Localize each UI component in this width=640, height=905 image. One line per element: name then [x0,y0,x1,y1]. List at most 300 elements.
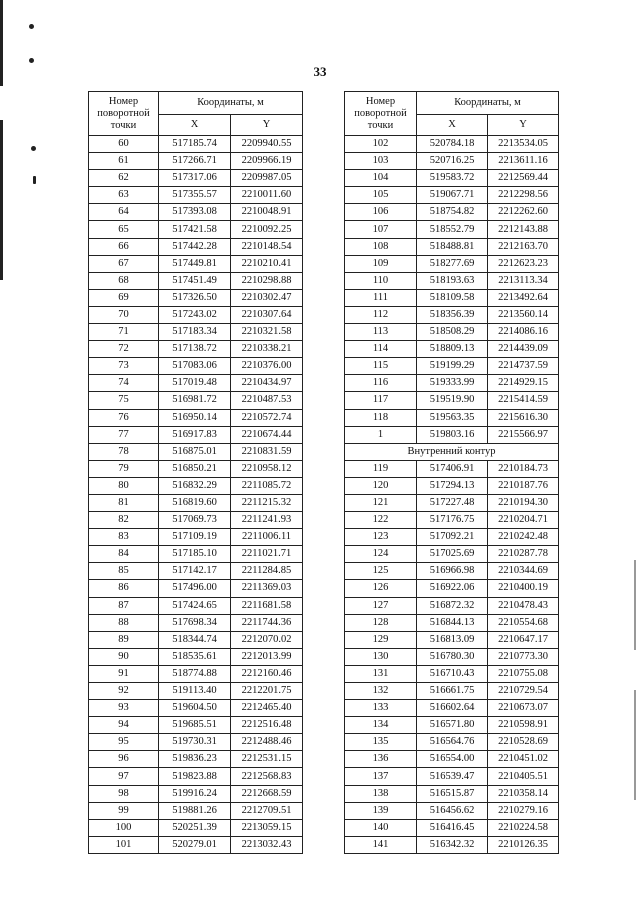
section-row [345,443,559,460]
table-row [345,409,559,426]
table-row [89,324,303,341]
point-number-cell: 129 [345,631,417,648]
y-coordinate-cell: 2210210.41 [231,255,303,272]
y-coordinate-cell: 2212668.59 [231,785,303,802]
y-coordinate-cell: 2209987.05 [231,170,303,187]
x-coordinate-cell: 518109.58 [417,289,488,306]
y-coordinate-cell: 2210204.71 [488,512,559,529]
header-y: Y [488,115,559,136]
x-coordinate-cell: 517294.13 [417,477,488,494]
y-coordinate-cell: 2212298.56 [488,187,559,204]
x-coordinate-cell: 519823.88 [159,768,231,785]
x-coordinate-cell: 517185.10 [159,546,231,563]
x-coordinate-cell: 516922.06 [417,580,488,597]
x-coordinate-cell: 517496.00 [159,580,231,597]
y-coordinate-cell: 2214086.16 [488,324,559,341]
y-coordinate-cell: 2210647.17 [488,631,559,648]
scan-speck [634,560,636,650]
y-coordinate-cell: 2213492.64 [488,289,559,306]
x-coordinate-cell: 516539.47 [417,768,488,785]
table-row [89,153,303,170]
point-number-cell: 134 [345,717,417,734]
x-coordinate-cell: 516981.72 [159,392,231,409]
y-coordinate-cell: 2210958.12 [231,460,303,477]
y-coordinate-cell: 2210224.58 [488,819,559,836]
y-coordinate-cell: 2211006.11 [231,529,303,546]
x-coordinate-cell: 517698.34 [159,614,231,631]
table-row [345,221,559,238]
point-number-cell: 96 [89,751,159,768]
x-coordinate-cell: 518754.82 [417,204,488,221]
table-row [89,272,303,289]
y-coordinate-cell: 2212531.15 [231,751,303,768]
table-row [89,768,303,785]
header-coordinates: Координаты, м [159,92,303,115]
y-coordinate-cell: 2214737.59 [488,358,559,375]
point-number-cell: 88 [89,614,159,631]
x-coordinate-cell: 516342.32 [417,836,488,853]
point-number-cell: 72 [89,341,159,358]
x-coordinate-cell: 516872.32 [417,597,488,614]
x-coordinate-cell: 519563.35 [417,409,488,426]
y-coordinate-cell: 2212569.44 [488,170,559,187]
point-number-cell: 99 [89,802,159,819]
point-number-cell: 63 [89,187,159,204]
table-row [89,460,303,477]
table-row [89,734,303,751]
point-number-cell: 135 [345,734,417,751]
point-number-cell: 119 [345,460,417,477]
table-row [89,136,303,153]
table-row [89,392,303,409]
table-row [89,477,303,494]
point-number-cell: 80 [89,477,159,494]
x-coordinate-cell: 520251.39 [159,819,231,836]
coordinates-table-right [344,91,559,854]
y-coordinate-cell: 2212568.83 [231,768,303,785]
point-number-cell: 125 [345,563,417,580]
x-coordinate-cell: 517109.19 [159,529,231,546]
x-coordinate-cell: 516416.45 [417,819,488,836]
point-number-cell: 112 [345,306,417,323]
x-coordinate-cell: 517227.48 [417,494,488,511]
table-row [345,358,559,375]
x-coordinate-cell: 516602.64 [417,700,488,717]
x-coordinate-cell: 518809.13 [417,341,488,358]
point-number-cell: 84 [89,546,159,563]
table-row [89,836,303,853]
point-number-cell: 91 [89,665,159,682]
table-row [345,375,559,392]
x-coordinate-cell: 519803.16 [417,426,488,443]
y-coordinate-cell: 2211744.36 [231,614,303,631]
table-row [89,494,303,511]
point-number-cell: 68 [89,272,159,289]
x-coordinate-cell: 518535.61 [159,648,231,665]
y-coordinate-cell: 2212709.51 [231,802,303,819]
point-number-cell: 87 [89,597,159,614]
y-coordinate-cell: 2210572.74 [231,409,303,426]
point-number-cell: 1 [345,426,417,443]
point-number-cell: 102 [345,136,417,153]
table-row [89,717,303,734]
y-coordinate-cell: 2212013.99 [231,648,303,665]
x-coordinate-cell: 516819.60 [159,494,231,511]
point-number-cell: 110 [345,272,417,289]
table-row [345,717,559,734]
x-coordinate-cell: 517183.34 [159,324,231,341]
y-coordinate-cell: 2210673.07 [488,700,559,717]
y-coordinate-cell: 2212160.46 [231,665,303,682]
x-coordinate-cell: 519730.31 [159,734,231,751]
table-row [89,306,303,323]
point-number-cell: 100 [89,819,159,836]
point-number-cell: 132 [345,683,417,700]
table-row [89,563,303,580]
x-coordinate-cell: 517442.28 [159,238,231,255]
x-coordinate-cell: 516515.87 [417,785,488,802]
y-coordinate-cell: 2210358.14 [488,785,559,802]
point-number-cell: 131 [345,665,417,682]
y-coordinate-cell: 2212070.02 [231,631,303,648]
table-row [345,665,559,682]
point-number-cell: 69 [89,289,159,306]
point-number-cell: 123 [345,529,417,546]
scan-dot [29,24,34,29]
table-row [89,221,303,238]
y-coordinate-cell: 2210554.68 [488,614,559,631]
x-coordinate-cell: 519583.72 [417,170,488,187]
x-coordinate-cell: 517025.69 [417,546,488,563]
point-number-cell: 117 [345,392,417,409]
section-label-inner-contour: Внутренний контур [345,443,559,460]
x-coordinate-cell: 516917.83 [159,426,231,443]
table-row [89,683,303,700]
y-coordinate-cell: 2210011.60 [231,187,303,204]
x-coordinate-cell: 516850.21 [159,460,231,477]
point-number-cell: 136 [345,751,417,768]
point-number-cell: 107 [345,221,417,238]
x-coordinate-cell: 516661.75 [417,683,488,700]
scan-dot [29,58,34,63]
table-row [345,768,559,785]
point-number-cell: 111 [345,289,417,306]
table-row [345,170,559,187]
table-row [89,665,303,682]
point-number-cell: 106 [345,204,417,221]
y-coordinate-cell: 2214929.15 [488,375,559,392]
table-row [89,170,303,187]
y-coordinate-cell: 2210755.08 [488,665,559,682]
x-coordinate-cell: 516832.29 [159,477,231,494]
point-number-cell: 126 [345,580,417,597]
section-divider [345,443,559,460]
header-coordinates: Координаты, м [417,92,559,115]
table-row [345,836,559,853]
point-number-cell: 62 [89,170,159,187]
x-coordinate-cell: 517406.91 [417,460,488,477]
y-coordinate-cell: 2212201.75 [231,683,303,700]
y-coordinate-cell: 2210048.91 [231,204,303,221]
point-number-cell: 92 [89,683,159,700]
point-number-cell: 77 [89,426,159,443]
x-coordinate-cell: 516780.30 [417,648,488,665]
point-number-cell: 116 [345,375,417,392]
point-number-cell: 73 [89,358,159,375]
x-coordinate-cell: 519836.23 [159,751,231,768]
y-coordinate-cell: 2210307.64 [231,306,303,323]
scan-dot [31,146,36,151]
x-coordinate-cell: 516554.00 [417,751,488,768]
point-number-cell: 71 [89,324,159,341]
x-coordinate-cell: 519881.26 [159,802,231,819]
x-coordinate-cell: 517355.57 [159,187,231,204]
x-coordinate-cell: 517451.49 [159,272,231,289]
y-coordinate-cell: 2209966.19 [231,153,303,170]
table-row [345,597,559,614]
x-coordinate-cell: 517317.06 [159,170,231,187]
point-number-cell: 90 [89,648,159,665]
y-coordinate-cell: 2212488.46 [231,734,303,751]
table-row [345,187,559,204]
x-coordinate-cell: 516813.09 [417,631,488,648]
y-coordinate-cell: 2212143.88 [488,221,559,238]
point-number-cell: 113 [345,324,417,341]
table-row [345,341,559,358]
x-coordinate-cell: 517083.06 [159,358,231,375]
table-row [345,324,559,341]
y-coordinate-cell: 2210344.69 [488,563,559,580]
point-number-cell: 122 [345,512,417,529]
table-row [89,358,303,375]
y-coordinate-cell: 2212516.48 [231,717,303,734]
y-coordinate-cell: 2215566.97 [488,426,559,443]
point-number-cell: 85 [89,563,159,580]
y-coordinate-cell: 2210126.35 [488,836,559,853]
table-row [89,802,303,819]
x-coordinate-cell: 517424.65 [159,597,231,614]
table-row [89,648,303,665]
coordinates-table-left [88,91,303,854]
x-coordinate-cell: 518344.74 [159,631,231,648]
y-coordinate-cell: 2211215.32 [231,494,303,511]
point-number-cell: 67 [89,255,159,272]
y-coordinate-cell: 2211284.85 [231,563,303,580]
table-row [345,683,559,700]
y-coordinate-cell: 2210279.16 [488,802,559,819]
x-coordinate-cell: 518488.81 [417,238,488,255]
table-row [89,289,303,306]
table-body-left [89,136,303,854]
point-number-cell: 89 [89,631,159,648]
table-row [345,477,559,494]
point-number-cell: 78 [89,443,159,460]
y-coordinate-cell: 2210400.19 [488,580,559,597]
point-number-cell: 75 [89,392,159,409]
y-coordinate-cell: 2210302.47 [231,289,303,306]
table-row [89,512,303,529]
x-coordinate-cell: 517393.08 [159,204,231,221]
table-row [345,785,559,802]
y-coordinate-cell: 2213059.15 [231,819,303,836]
point-number-cell: 82 [89,512,159,529]
x-coordinate-cell: 517069.73 [159,512,231,529]
point-number-cell: 104 [345,170,417,187]
y-coordinate-cell: 2213611.16 [488,153,559,170]
y-coordinate-cell: 2209940.55 [231,136,303,153]
point-number-cell: 93 [89,700,159,717]
table-row [345,512,559,529]
table-row [345,546,559,563]
table-row [89,238,303,255]
point-number-cell: 95 [89,734,159,751]
x-coordinate-cell: 517092.21 [417,529,488,546]
x-coordinate-cell: 517326.50 [159,289,231,306]
x-coordinate-cell: 517138.72 [159,341,231,358]
x-coordinate-cell: 516571.80 [417,717,488,734]
y-coordinate-cell: 2211085.72 [231,477,303,494]
y-coordinate-cell: 2210338.21 [231,341,303,358]
y-coordinate-cell: 2210376.00 [231,358,303,375]
y-coordinate-cell: 2210773.30 [488,648,559,665]
table-body-right-outer [345,136,559,444]
y-coordinate-cell: 2210242.48 [488,529,559,546]
table-row [345,153,559,170]
y-coordinate-cell: 2210405.51 [488,768,559,785]
table-row [345,802,559,819]
header-point-number: Номер поворотной точки [345,92,417,136]
scan-speck [634,690,636,800]
table-row [345,631,559,648]
y-coordinate-cell: 2211369.03 [231,580,303,597]
table-row [345,563,559,580]
point-number-cell: 115 [345,358,417,375]
table-body-right-inner [345,460,559,853]
table-row [345,819,559,836]
table-row [89,819,303,836]
y-coordinate-cell: 2210451.02 [488,751,559,768]
x-coordinate-cell: 519113.40 [159,683,231,700]
table-row [345,614,559,631]
point-number-cell: 94 [89,717,159,734]
x-coordinate-cell: 516875.01 [159,443,231,460]
y-coordinate-cell: 2211681.58 [231,597,303,614]
point-number-cell: 124 [345,546,417,563]
table-row [345,426,559,443]
x-coordinate-cell: 517449.81 [159,255,231,272]
table-row [345,289,559,306]
point-number-cell: 79 [89,460,159,477]
y-coordinate-cell: 2211241.93 [231,512,303,529]
point-number-cell: 83 [89,529,159,546]
x-coordinate-cell: 518508.29 [417,324,488,341]
table-row [89,580,303,597]
point-number-cell: 64 [89,204,159,221]
table-row [89,426,303,443]
point-number-cell: 65 [89,221,159,238]
x-coordinate-cell: 519685.51 [159,717,231,734]
x-coordinate-cell: 519916.24 [159,785,231,802]
table-row [345,700,559,717]
table-row [345,255,559,272]
point-number-cell: 101 [89,836,159,853]
x-coordinate-cell: 517176.75 [417,512,488,529]
y-coordinate-cell: 2215414.59 [488,392,559,409]
table-row [345,494,559,511]
y-coordinate-cell: 2213032.43 [231,836,303,853]
point-number-cell: 70 [89,306,159,323]
x-coordinate-cell: 517266.71 [159,153,231,170]
header-x: X [159,115,231,136]
x-coordinate-cell: 517243.02 [159,306,231,323]
x-coordinate-cell: 516950.14 [159,409,231,426]
x-coordinate-cell: 519333.99 [417,375,488,392]
y-coordinate-cell: 2210528.69 [488,734,559,751]
y-coordinate-cell: 2213560.14 [488,306,559,323]
y-coordinate-cell: 2212163.70 [488,238,559,255]
table-row [345,136,559,153]
table-row [89,204,303,221]
x-coordinate-cell: 519604.50 [159,700,231,717]
x-coordinate-cell: 516844.13 [417,614,488,631]
y-coordinate-cell: 2211021.71 [231,546,303,563]
point-number-cell: 103 [345,153,417,170]
table-row [345,392,559,409]
table-row [89,546,303,563]
table-row [89,409,303,426]
table-row [345,204,559,221]
y-coordinate-cell: 2210092.25 [231,221,303,238]
table-row [89,443,303,460]
y-coordinate-cell: 2213113.34 [488,272,559,289]
x-coordinate-cell: 519519.90 [417,392,488,409]
x-coordinate-cell: 520279.01 [159,836,231,853]
y-coordinate-cell: 2210674.44 [231,426,303,443]
point-number-cell: 118 [345,409,417,426]
scan-dot [33,176,36,184]
point-number-cell: 81 [89,494,159,511]
point-number-cell: 74 [89,375,159,392]
point-number-cell: 86 [89,580,159,597]
y-coordinate-cell: 2212465.40 [231,700,303,717]
table-row [89,341,303,358]
y-coordinate-cell: 2215616.30 [488,409,559,426]
point-number-cell: 130 [345,648,417,665]
table-row [89,187,303,204]
point-number-cell: 121 [345,494,417,511]
header-point-number: Номер поворотной точки [89,92,159,136]
table-row [89,631,303,648]
y-coordinate-cell: 2210194.30 [488,494,559,511]
x-coordinate-cell: 519199.29 [417,358,488,375]
y-coordinate-cell: 2210184.73 [488,460,559,477]
table-row [345,529,559,546]
y-coordinate-cell: 2210487.53 [231,392,303,409]
point-number-cell: 139 [345,802,417,819]
point-number-cell: 128 [345,614,417,631]
table-row [345,460,559,477]
y-coordinate-cell: 2210187.76 [488,477,559,494]
x-coordinate-cell: 518277.69 [417,255,488,272]
x-coordinate-cell: 518193.63 [417,272,488,289]
x-coordinate-cell: 520716.25 [417,153,488,170]
x-coordinate-cell: 520784.18 [417,136,488,153]
x-coordinate-cell: 516966.98 [417,563,488,580]
x-coordinate-cell: 517185.74 [159,136,231,153]
point-number-cell: 114 [345,341,417,358]
table-row [89,751,303,768]
table-row [89,255,303,272]
